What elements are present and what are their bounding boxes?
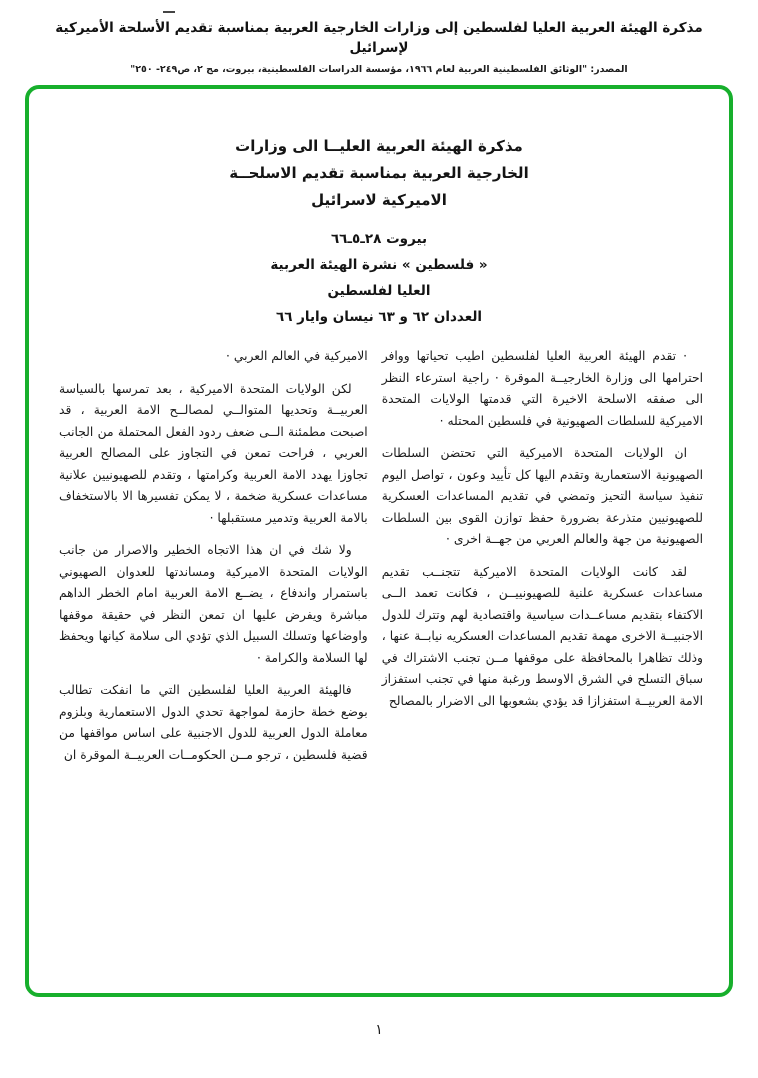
source-citation: المصدر: "الوثائق الفلسطينية العربية لعام ١٩٦٦، مؤسسة الدراسات الفلسطينية، بيروت، مج ٢، ص٢٤٩- ٢٥٠" bbox=[130, 64, 628, 75]
paragraph: فالهيئة العربية العليا لفلسطين التي ما انفكت تطالب بوضع خطة حازمة لمواجهة تحدي الدول الاستعمارية وبلزوم معاملة الدول العربية للدول الاجنبية على اساس مواقفها من قضية فلسطين ، ترجو مــن الحكومــات العربيــة الموقرة ان bbox=[59, 683, 368, 762]
meta-issue-numbers: العددان ٦٢ و ٦٣ نيسان وايار ٦٦ bbox=[275, 309, 483, 325]
page-header bbox=[0, 18, 758, 77]
document-title bbox=[29, 133, 729, 214]
column-left bbox=[59, 346, 368, 777]
document-title-line: الاميركية لاسرائيل bbox=[311, 191, 447, 209]
document-frame bbox=[25, 85, 733, 997]
document-body bbox=[29, 89, 729, 777]
paragraph: لقد كانت الولايات المتحدة الاميركية تتجنــب تقديم مساعدات عسكرية علنية للصهيونييــن ، فكانت تعمد الــى الاكتفاء بتقديم مساعــدات سياسية واقتصادية لهم وتترك للدول الاجنبيــة الاخرى مهمة تقديم المساعدات العسكريه نيابــة عنها ، وذلك تظاهرا بالمحافظة على موقفها مــن تجنب الاشتراك في سباق التسلح في الشرق الاوسط ورغبة منها في تجنب استفزاز الامة العربيــة استفزازا قد يؤدي بشعوبها الى الاضرار بالمصالح bbox=[381, 564, 703, 708]
paragraph-continuation: الاميركية في العالم العربي · bbox=[226, 349, 368, 363]
paragraph: · تقدم الهيئة العربية العليا لفلسطين اطيب تحياتها ووافر احترامها الى وزارة الخارجيــة الموقرة · راجية استرعاء النظر الى صفقه الاسلحة الاخيرة التي قدمتها الولايات المتحدة الاميركية للسلطات الصهيونية في فلسطين المحتله · bbox=[381, 349, 703, 428]
scan-artifact-dash bbox=[163, 11, 175, 13]
document-meta bbox=[29, 226, 729, 330]
document-title-line: الخارجية العربية بمناسبة تقديم الاسلحــة bbox=[229, 164, 529, 182]
meta-publication-cont: العليا لفلسطين bbox=[327, 283, 431, 299]
paragraph: ولا شك في ان هذا الاتجاه الخطير والاصرار من جانب الولايات المتحدة الاميركية ومساندتها للعدوان الصهيوني باستمرار واندفاع ، يضــع الامة العربية امام الخطر الداهم مباشرة ويفرض عليها ان تمعن النظر في حقيقة موقفها واوضاعها وتسلك السبيل الذي تؤدي الى سلامة كيانها ويحفظ لها السلامة والكرامة · bbox=[59, 543, 368, 665]
document-title-line: مذكرة الهيئة العربية العليــا الى وزارات bbox=[235, 137, 523, 155]
page-number: ١ bbox=[375, 1022, 383, 1038]
column-right bbox=[382, 346, 703, 777]
paragraph: لكن الولايات المتحدة الاميركية ، بعد تمرسها بالسياسة العربيــة وتحديها المتوالــي لمصالــح الامة العربية ، قد اصبحت مطمئنة الــى ضعف ردود الفعل المحتملة من الجانب العربي ، فراحت تمعن في التجاوز على المصالح العربية تجاوزا يهدد الامة العربية وكرامتها ، وتقدم للصهيونيين علانية مساعدات عسكرية ضخمة ، لا يمكن تفسيرها الا بالاستخفاف بالامة العربية وتدمير مستقبلها · bbox=[59, 381, 368, 525]
meta-publication: « فلسطين » نشرة الهيئة العربية bbox=[270, 257, 488, 273]
page-title: مذكرة الهيئة العربية العليا لفلسطين إلى وزارات الخارجية العربية بمناسبة تقديم الأسلحة الأميركية لإسرائيل bbox=[55, 20, 703, 56]
meta-dateline: بيروت ٢٨ـ٥ـ٦٦ bbox=[330, 231, 428, 247]
paragraph: ان الولايات المتحدة الاميركية التي تحتضن السلطات الصهيونية الاستعمارية وتقدم اليها كل تأييد وعون ، تواصل اليوم تنفيذ سياسة التحيز وتمضي في تقديم المساعدات العسكرية للصهيونيين متذرعة بضرورة حفظ توازن القوى بين السلطات الصهيونية من جهة والعالم العربي من جهــة اخرى · bbox=[381, 446, 703, 546]
two-column-text bbox=[29, 330, 729, 777]
